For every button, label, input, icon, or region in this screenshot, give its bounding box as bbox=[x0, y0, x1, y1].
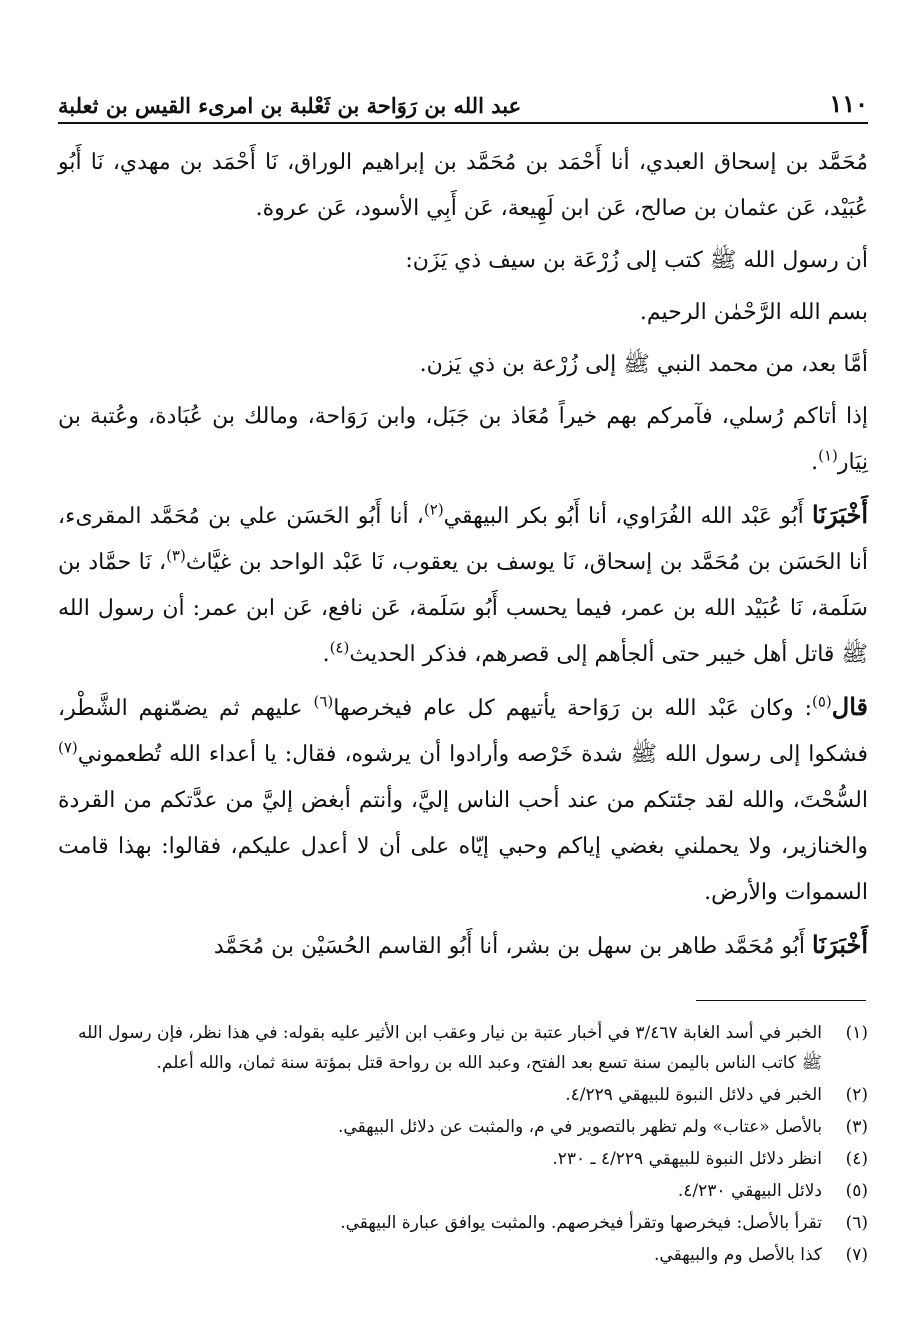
footnote-reference[interactable]: (٦) bbox=[313, 692, 334, 711]
footnote-reference[interactable]: (٤) bbox=[329, 638, 350, 657]
running-title: عبد الله بن رَوَاحة بن ثَعْلبة بن امرىء القيس بن ثعلبة bbox=[58, 93, 522, 118]
paragraph-text: . bbox=[322, 642, 330, 667]
footnote-reference[interactable]: (١) bbox=[818, 446, 838, 465]
footnote-number: (٥) bbox=[845, 1181, 868, 1201]
paragraph bbox=[58, 922, 868, 970]
footnote-text: دلائل البيهقي ٤/٢٣٠. bbox=[677, 1181, 822, 1201]
footnote-text: انظر دلائل النبوة للبيهقي ٤/٢٢٩ ـ ٢٣٠. bbox=[552, 1149, 822, 1169]
paragraph-text: السُّحْتَ، والله لقد جئتكم من عند أحب الناس إليَّ، وأنتم أبغض إليَّ من عدَّتكم من القردة والخنازير، ولا يحملني بغضي إياكم وحبي إيّاه على أن لا أعدل عليكم، فقالوا: بهذا قامت السموات والأرض. bbox=[58, 788, 868, 905]
footnote-number: (١) bbox=[845, 1023, 868, 1043]
paragraph bbox=[58, 140, 868, 232]
footnote-reference[interactable]: (٧) bbox=[58, 738, 78, 757]
paragraph-text: إذا أتاكم رُسلي، فآمركم بهم خيراً مُعَاذ بن جَبَل، وابن رَوَاحة، ومالك بن عُبَادة، وعُتبة بن نِيَار bbox=[58, 404, 868, 475]
footnote bbox=[78, 1176, 868, 1206]
footnote-number: (٧) bbox=[845, 1245, 868, 1265]
footnote-text: الخبر في أسد الغابة ٣/٤٦٧ في أخبار عتبة بن نيار وعقب ابن الأثير عليه بقوله: في هذا نظر، فإن رسول الله ﷺ كاتب الناس باليمن سنة تسع بعد الفتح، وعبد الله بن رواحة قتل بمؤتة سنة ثمان، والله أعلم. bbox=[78, 1023, 822, 1073]
paragraph-text: أمَّا بعد، من محمد النبي ﷺ إلى زُرْعة بن ذي يَزن. bbox=[419, 352, 868, 377]
footnote-text: كذا بالأصل وم والبيهقي. bbox=[654, 1245, 822, 1265]
footnote-reference[interactable]: (٣) bbox=[166, 546, 186, 565]
page-header bbox=[58, 84, 868, 124]
paragraph bbox=[58, 342, 868, 388]
footnote bbox=[78, 1240, 868, 1270]
paragraph-text: عليهم ثم يضمّنهم الشَّطْر، فشكوا إلى رسول الله ﷺ شدة خَرْصه وأرادوا أن يرشوه، فقال: يا أعداء الله تُطعموني bbox=[58, 696, 868, 767]
lead-word: أَخْبَرَنَا bbox=[812, 930, 868, 959]
lead-word: قال bbox=[831, 692, 868, 721]
footnote-separator bbox=[696, 1000, 866, 1001]
paragraph-text: ، نَا حمَّاد بن سَلَمة، نَا عُبَيْد الله بن عمر، فيما يحسب أَبُو سَلَمة، عَن نافع، عَن ابن عمر: أن رسول الله ﷺ قاتل أهل خيبر حتى ألجأهم إلى قصرهم، فذكر الحديث bbox=[58, 550, 868, 667]
paragraph-text: أَبُو مُحَمَّد طاهر بن سهل بن بشر، أنا أَبُو القاسم الحُسَيْن بن مُحَمَّد bbox=[213, 934, 806, 959]
main-text bbox=[58, 140, 868, 976]
footnote-number: (٢) bbox=[845, 1085, 868, 1105]
footnote-number: (٤) bbox=[845, 1149, 868, 1169]
paragraph-text: : وكان عَبْد الله بن رَوَاحة يأتيهم كل عام فيخرصها bbox=[333, 696, 812, 721]
paragraph bbox=[58, 684, 868, 916]
paragraph-text: مُحَمَّد بن إسحاق العبدي، أنا أَحْمَد بن مُحَمَّد بن إبراهيم الوراق، نَا أَحْمَد بن مهدي، نَا أَبُو عُبَيْد، عَن عثمان بن صالح، عَن ابن لَهِيعة، عَن أَبِي الأسود، عَن عروة. bbox=[58, 150, 868, 221]
footnote-reference[interactable]: (٢) bbox=[423, 500, 444, 519]
paragraph bbox=[58, 290, 868, 336]
footnote bbox=[78, 1144, 868, 1174]
paragraph bbox=[58, 492, 868, 678]
paragraph bbox=[58, 238, 868, 284]
footnote-number: (٣) bbox=[845, 1117, 868, 1137]
paragraph-text: ، أنا أَبُو الحَسَن علي بن مُحَمَّد المقرىء، أنا الحَسَن بن مُحَمَّد بن إسحاق، نَا يوسف بن يعقوب، نَا عَبْد الواحد بن غيَّاث bbox=[58, 504, 868, 575]
footnote-text: بالأصل «عتاب» ولم تظهر بالتصوير في م، والمثبت عن دلائل البيهقي. bbox=[338, 1117, 822, 1137]
paragraph-text: أَبُو عَبْد الله الفُرَاوي، أنا أَبُو بكر البيهقي bbox=[443, 504, 804, 529]
paragraph bbox=[58, 394, 868, 486]
footnote-reference[interactable]: (٥) bbox=[811, 692, 832, 711]
paragraph-text: أن رسول الله ﷺ كتب إلى زُرْعَة بن سيف ذي يَزَن: bbox=[405, 248, 868, 273]
paragraph-text: . bbox=[811, 450, 819, 475]
footnote bbox=[78, 1112, 868, 1142]
lead-word: أَخْبَرَنَا bbox=[812, 500, 868, 529]
footnote bbox=[78, 1208, 868, 1238]
footnote-text: تقرأ بالأصل: فيخرصها وتقرأ فيخرصهم. والمثبت يوافق عبارة البيهقي. bbox=[340, 1213, 822, 1233]
page-number: ١١٠ bbox=[829, 89, 868, 118]
footnote-number: (٦) bbox=[845, 1213, 868, 1233]
footnotes bbox=[78, 1018, 868, 1272]
footnote bbox=[78, 1018, 868, 1078]
footnote bbox=[78, 1080, 868, 1110]
footnote-text: الخبر في دلائل النبوة للبيهقي ٤/٢٢٩. bbox=[565, 1085, 822, 1105]
paragraph-text: بسم الله الرَّحْمٰن الرحيم. bbox=[639, 300, 868, 325]
